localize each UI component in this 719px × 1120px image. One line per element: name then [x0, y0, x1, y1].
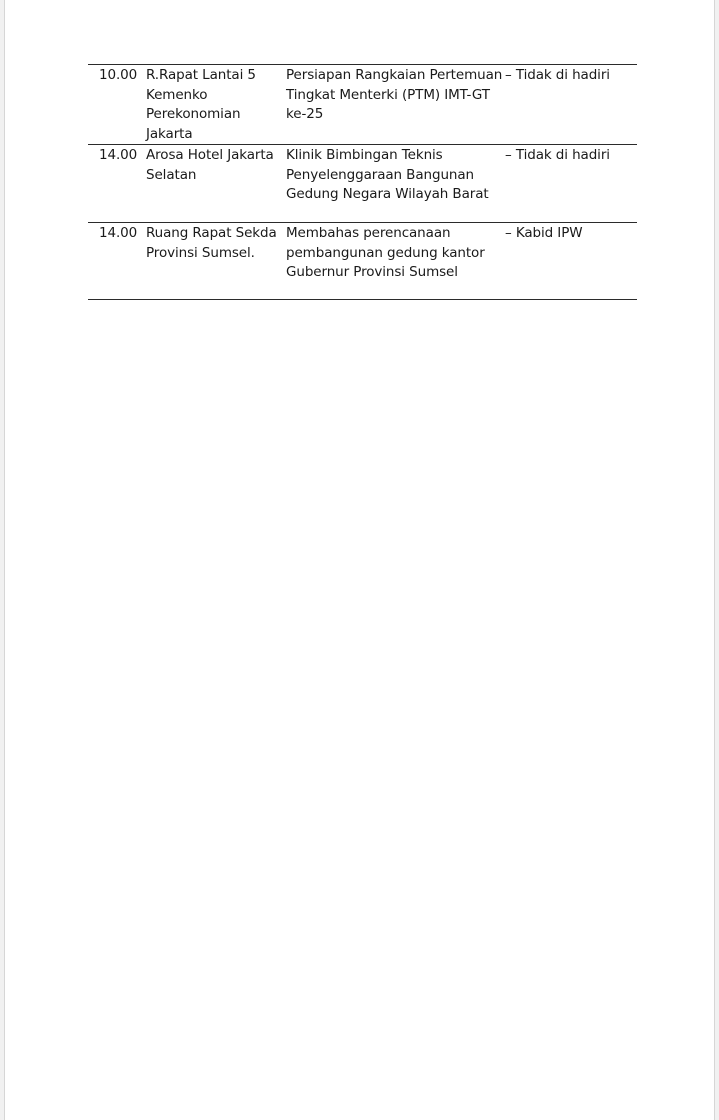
- table-row: [88, 145, 637, 223]
- time-cell: 10.00: [99, 67, 138, 83]
- schedule-table: [88, 64, 637, 300]
- table-row: [88, 65, 637, 145]
- table-row: [88, 223, 637, 300]
- topic-cell: Klinik Bimbingan Teknis Penyelenggaraan Bangunan Gedung Negara Wilayah Barat: [286, 147, 489, 202]
- note-cell: – Kabid IPW: [505, 225, 583, 241]
- topic-cell: Persiapan Rangkaian Pertemuan Tingkat Menterki (PTM) IMT-GT ke-25: [286, 67, 503, 122]
- document-page: [4, 0, 715, 1120]
- place-cell: Ruang Rapat Sekda Provinsi Sumsel.: [146, 225, 277, 261]
- note-cell: – Tidak di hadiri: [505, 147, 610, 163]
- place-cell: Arosa Hotel Jakarta Selatan: [146, 147, 274, 183]
- note-cell: – Tidak di hadiri: [505, 67, 610, 83]
- place-cell: R.Rapat Lantai 5 Kemenko Perekonomian Jakarta: [146, 67, 256, 142]
- time-cell: 14.00: [99, 225, 138, 241]
- topic-cell: Membahas perencanaan pembangunan gedung kantor Gubernur Provinsi Sumsel: [286, 225, 485, 280]
- time-cell: 14.00: [99, 147, 138, 163]
